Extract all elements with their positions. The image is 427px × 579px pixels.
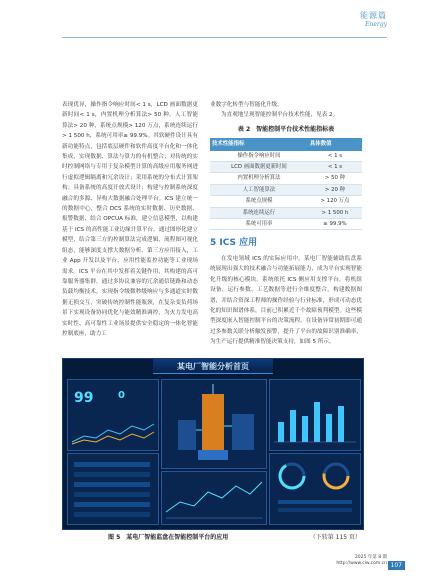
- right-paragraph-body: 在发电领域 ICS 的实际应用中，某电厂智能辅助监盘系统展现出强大的技术融合与功能拓展能力，成为平台实现智能化升级的核心模块。系统依托 ICS 侧应用支撑平台，将机组设备、运行参数、工艺数据等进行全维度整合，构建数据图谱，并结合资深工程师的操作经验与行业标准，形成可动态优化的知识图谱体系，目前已积累近千个故障预判模型。这些模型深度嵌入智能控制平台的决策流程，在设备异常初期即可通过多参数关联分析触发预警，提升了平台的故障识别准确率，为生产运行提供精准智能决策支持，如图 5 所示。: [210, 255, 362, 346]
- section-heading: 5 ICS 应用: [210, 238, 258, 249]
- table-cell: > 20 种: [308, 184, 362, 195]
- bottom-right-gauges: [270, 454, 360, 524]
- right-paragraph-top: 业数字化转型与智能化升级。: [210, 102, 283, 108]
- left-paragraph: 表现优异，操作指令响应时间< 1 s，LCD 画面数据更新时间< 1 s，内置机理分析算法> 50 种，人工智能算法> 20 种，系统点规模> 120 万点，系统连续运行> 1 500 h，系统可用率≥ 99.9%。其软硬件设计具有新功能特点，包括底层硬件和软件高度平台化和一体化集成，实现数据、算法与算力的有机整合；对传统的实时控制网络与专用于复杂模型计算的高级应用服务网进行虚拟逻辑隔离和冗余设计；采用系统的分布式计算架构；具备系统的高度开放式设计；构建与控制系统深度融合的多源、异构大数据融合处理平台。ICS 建立统一的数据中心，整合 DCS 系统的实时数据、历史数据、报警数据，结合 OPCUA 标准，建立信息模型，以构建基于 ICS 的高性能工业边缘计算平台。通过图形化建立模型，结合第三方的控制算法完成逻辑，流程图可视化组态，能够深度支撑大数据分析、第三方应用接入，工业 App 开发以及平台、应用性能监控功能等工业现场需求。ICS 平台在其中发挥着关键作用，其构建的高可靠服务器集群，通过多协议兼容的冗余通信链路和动态负载均衡技术，实现指令级微秒级响应与多通道实时数据无损交互，突破传统控制性能瓶颈，在复杂变负荷场景下实现设备协同优化与能效精准调控，为火力发电高实时性、高可靠性工业场景提供安全稳定的一体化智能控制底座，助力工: [62, 102, 198, 337]
- section-name-cn: 能源篇: [360, 11, 387, 20]
- boiler-schematic-icon: [162, 380, 266, 468]
- bottom-left-list: [68, 454, 158, 524]
- table-row: [210, 162, 362, 173]
- bottom-left-panel: [67, 453, 159, 525]
- table-row: [210, 184, 362, 195]
- right-stats-panel: [269, 379, 361, 451]
- table-cell: 操作指令响应时间: [210, 151, 308, 162]
- table-row: [210, 173, 362, 184]
- header-rule: [62, 37, 387, 38]
- figure-caption: 图 5 某电厂智能监盘在智能控制平台的应用: [108, 534, 229, 541]
- table-row: [210, 207, 362, 218]
- table-header-metric: 技术性能指标: [210, 138, 308, 150]
- footer-issue: 2025 年第 8 期: [354, 555, 387, 560]
- secondary-score: 0: [118, 390, 125, 401]
- section-name-en: Energy: [365, 21, 387, 28]
- table-title: 表 2 智能控制平台技术性能指标表: [237, 125, 335, 133]
- footer-info: [336, 555, 387, 567]
- right-bar-chart: [270, 380, 360, 450]
- table-cell: ≥ 99.9%: [308, 219, 362, 230]
- table-cell: > 120 万点: [308, 196, 362, 207]
- right-paragraph-intro: 为直观地呈现智能控制平台技术性能，见表 2。: [221, 112, 339, 119]
- table-row: [210, 219, 362, 230]
- bottom-center-panel: [161, 471, 267, 525]
- table-cell: > 50 种: [308, 173, 362, 184]
- left-stats-panel: [67, 379, 159, 451]
- bottom-right-panel: [269, 453, 361, 525]
- table-cell: < 1 s: [308, 162, 362, 173]
- dashboard-figure: [62, 358, 364, 530]
- table-cell: 内置机理分析算法: [210, 173, 308, 184]
- page-number: 107: [388, 561, 405, 570]
- right-column: [210, 100, 362, 348]
- table-row: [210, 196, 362, 207]
- dashboard-title: 某电厂智能分析首页: [177, 362, 249, 371]
- table-cell: 系统连续运行: [210, 207, 308, 218]
- table-row: [210, 151, 362, 162]
- footer-url: http://www.ciw.com.cn: [336, 561, 387, 566]
- table-cell: LCD 画面数据更新时间: [210, 162, 308, 173]
- table-cell: > 1 500 h: [308, 207, 362, 218]
- performance-table: [210, 138, 362, 230]
- table-cell: 系统可用率: [210, 219, 308, 230]
- table-cell: 人工智能算法: [210, 184, 308, 195]
- table-header-value: 具体数值: [308, 138, 362, 150]
- left-column: [62, 100, 198, 339]
- bottom-center-chart: [162, 472, 266, 524]
- plant-schematic-panel: [161, 379, 267, 469]
- journal-header: [360, 10, 387, 28]
- table-cell: 系统点规模: [210, 196, 308, 207]
- continued-note: （下转第 115 页）: [309, 534, 361, 541]
- big-score: 99: [74, 390, 94, 406]
- table-cell: < 1 s: [308, 151, 362, 162]
- left-mini-chart: [68, 418, 158, 448]
